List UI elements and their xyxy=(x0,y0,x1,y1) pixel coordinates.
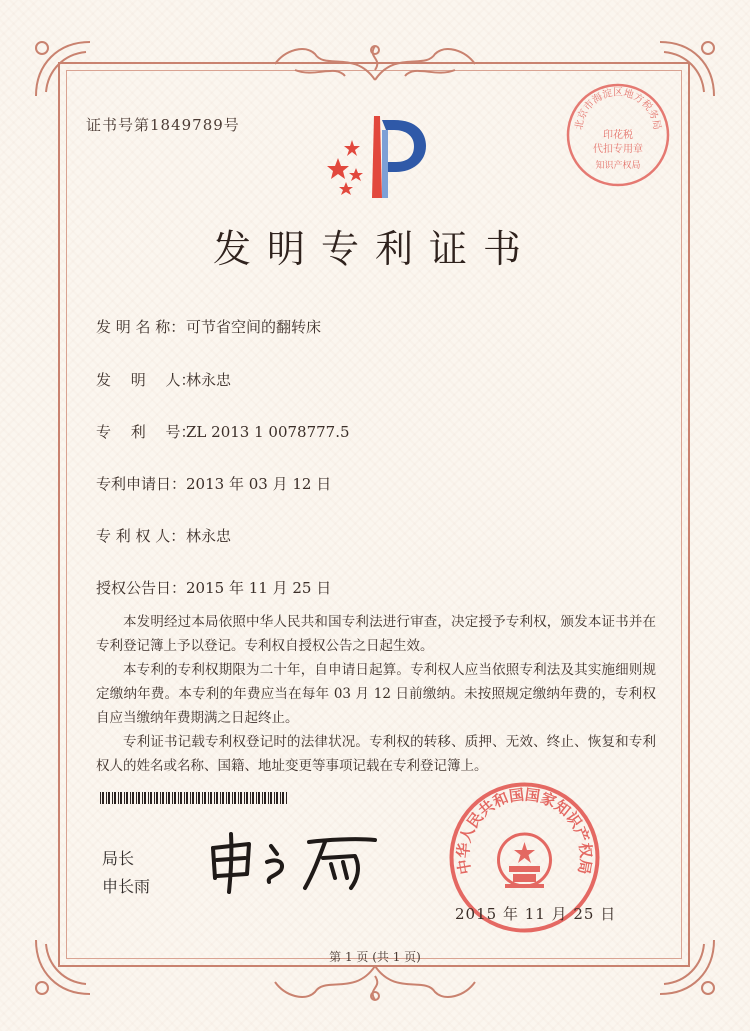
corner-ornament-bl-icon xyxy=(28,932,98,1002)
director-name: 申长雨 xyxy=(102,877,151,896)
body-paragraph-1: 本发明经过本局依照中华人民共和国专利法进行审查，决定授予专利权，颁发本证书并在专利登记簿上予以登记。专利权自授权公告之日起生效。 xyxy=(96,614,656,654)
small-seal-ring-text: 北京市海淀区地方税务局 xyxy=(573,87,663,131)
certificate-number: 证书号第1849789号 xyxy=(86,116,240,134)
svg-text:北京市海淀区地方税务局 xyxy=(573,86,663,131)
field-patentee: 专 利 权 人：林永忠 xyxy=(96,527,232,545)
handwritten-signature xyxy=(205,828,385,896)
big-seal-ring-text: 中华人民共和国国家知识产权局 xyxy=(454,785,595,876)
certificate-title: 发明专利证书 xyxy=(212,227,537,271)
bottom-ornament-icon xyxy=(255,962,495,1006)
director-title: 局长 xyxy=(102,849,135,868)
certificate-body xyxy=(96,610,656,778)
field-invention-name: 发 明 名 称：可节省空间的翻转床 xyxy=(96,318,322,336)
field-inventor: 发 明 人：林永忠 xyxy=(96,371,232,389)
body-paragraph-2: 本专利的专利权期限为二十年，自申请日起算。专利权人应当依照专利法及其实施细则规定缴纳年费。本专利的年费应当在每年 03 月 12 日前缴纳。未按照规定缴纳年费的，专利权自应当缴纳年费期满之日起终止。 xyxy=(96,662,656,726)
small-seal-bottom: 知识产权局 xyxy=(595,161,641,171)
field-application-date: 专利申请日：2013 年 03 月 12 日 xyxy=(96,475,332,493)
barcode-icon xyxy=(100,792,290,804)
field-patent-number: 专 利 号：ZL 2013 1 0078777.5 xyxy=(96,423,350,441)
patent-office-logo-icon xyxy=(316,110,436,200)
small-seal-center-1: 印花税 xyxy=(603,130,633,141)
page-indicator: 第 1 页 (共 1 页) xyxy=(329,950,421,964)
corner-ornament-tl-icon xyxy=(28,34,98,104)
body-paragraph-3: 专利证书记载专利权登记时的法律状况。专利权的转移、质押、无效、终止、恢复和专利权人的姓名或名称、国籍、地址变更等事项记载在专利登记簿上。 xyxy=(96,734,656,774)
field-grant-date: 授权公告日：2015 年 11 月 25 日 xyxy=(96,579,332,597)
issue-date-stamp: 2015 年 11 月 25 日 xyxy=(455,905,617,923)
tax-seal-icon xyxy=(563,80,673,190)
corner-ornament-br-icon xyxy=(652,932,722,1002)
small-seal-center-2: 代扣专用章 xyxy=(593,144,643,155)
top-ornament-icon xyxy=(255,40,495,84)
svg-text:中华人民共和国国家知识产权局 xyxy=(454,786,595,876)
